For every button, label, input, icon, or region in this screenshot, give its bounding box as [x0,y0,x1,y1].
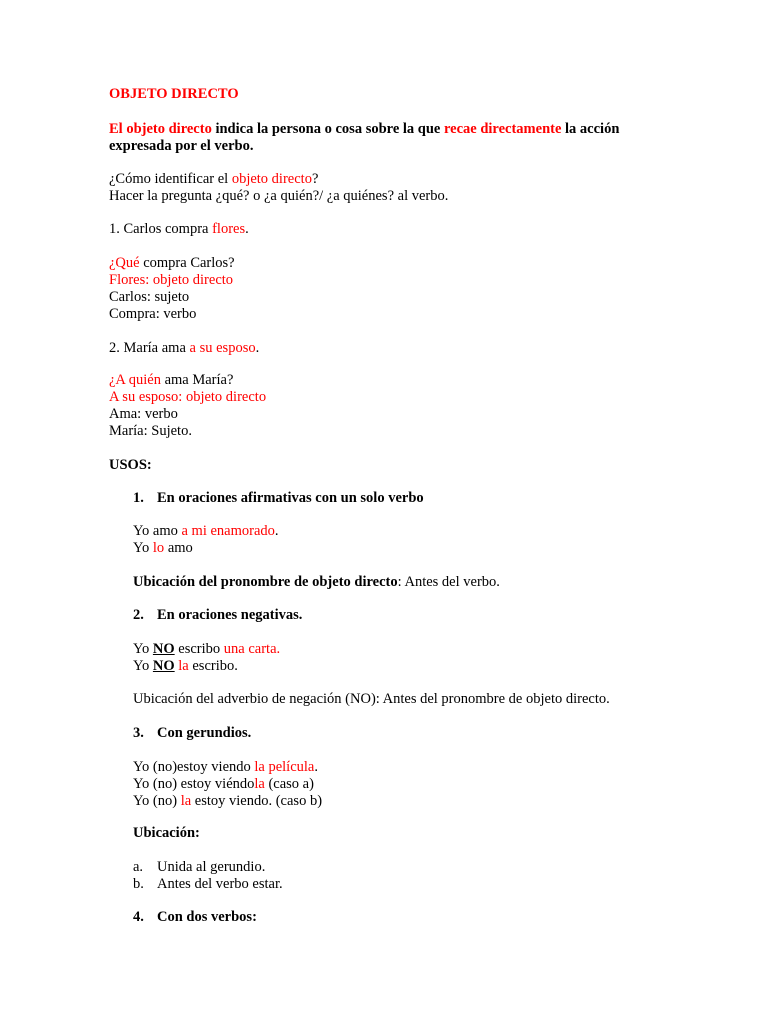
example-text: Yo (no)estoy viendo [133,759,255,775]
usos-3-example-2 [133,776,314,793]
negation-word: NO [152,658,175,674]
example-text: Yo [133,540,153,556]
example-highlight: la [254,776,265,792]
usos-3-location-heading: Ubicación: [133,825,200,841]
definition-line-1 [109,121,619,138]
example-highlight: lo [152,540,165,556]
example-highlight: ¿Qué [109,255,140,271]
example1-od: Flores: objeto directo [109,272,234,288]
usos-2-example-1 [133,641,280,658]
example-text: escribo [174,641,224,657]
location-label: Ubicación del pronombre de objeto directo [133,574,398,590]
list-text: Unida al gerundio. [157,859,266,875]
example1-question [109,255,235,272]
definition-line-2: expresada por el verbo. [109,138,254,154]
definition-text: indica la persona o cosa sobre la que [211,121,444,137]
example-text: Yo (no) estoy viéndo [133,776,255,792]
example-text: . [245,221,249,237]
example-highlight: la [180,793,192,809]
example-text: amo [164,540,193,556]
identify-text: ? [311,171,319,187]
example-text: compra Carlos? [139,255,235,271]
usos-item-2-title [133,607,302,624]
page-title: OBJETO DIRECTO [109,86,239,102]
usos-2-location: Ubicación del adverbio de negación (NO): Antes del pronombre de objeto directo. [133,691,610,707]
usos-3-example-3 [133,793,322,810]
example2-verb: Ama: verbo [109,406,178,422]
example-text: 2. María ama [109,340,190,356]
usos-1-example-2 [133,540,193,557]
example2-od: A su esposo: objeto directo [109,389,267,405]
example-text: escribo. [188,658,238,674]
example2-subject: María: Sujeto. [109,423,192,439]
list-number: 1. [133,490,144,506]
example-text: (caso a) [264,776,314,792]
example-text: Yo amo [133,523,182,539]
definition-term: El objeto directo [109,121,212,137]
example2-sentence [109,340,259,357]
usos-1-location [133,574,500,591]
list-marker: b. [133,876,144,892]
negation-word: NO [152,641,175,657]
list-number: 4. [133,909,144,925]
example1-verb: Compra: verbo [109,306,197,322]
list-title: Con gerundios. [157,725,252,741]
example-text: . [274,523,279,539]
list-marker: a. [133,859,144,875]
usos-3-location-a [133,859,265,876]
example2-question [109,372,233,389]
example-highlight: ¿A quién [109,372,161,388]
usos-1-example-1 [133,523,279,540]
usos-item-4-title [133,909,257,926]
usos-3-example-1 [133,759,318,776]
list-number: 3. [133,725,144,741]
list-title: Con dos verbos: [157,909,257,925]
example-highlight: la [178,658,189,674]
usos-heading: USOS: [109,457,152,473]
example-highlight: una carta. [223,641,281,657]
definition-highlight: recae directamente [443,121,562,137]
list-title: En oraciones afirmativas con un solo verbo [157,490,424,506]
example-text: Yo [133,658,153,674]
usos-item-3-title [133,725,251,742]
example-text: 1. Carlos compra [109,221,213,237]
identify-question [109,171,318,188]
example1-sentence [109,221,249,238]
location-text: : Antes del verbo. [397,574,500,590]
example-text: Yo [133,641,153,657]
example1-subject: Carlos: sujeto [109,289,190,305]
list-number: 2. [133,607,144,623]
list-title: En oraciones negativas. [157,607,303,623]
example-text: Yo (no) [133,793,181,809]
example-text: . [255,340,260,356]
example-text: estoy viendo. (caso b) [191,793,323,809]
definition-text: la acción [561,121,620,137]
example-text: . [314,759,318,775]
example-highlight: la película [254,759,315,775]
usos-2-example-2 [133,658,238,675]
example-highlight: flores [212,221,246,237]
identify-howto: Hacer la pregunta ¿qué? o ¿a quién?/ ¿a quiénes? al verbo. [109,188,449,204]
usos-item-1-title [133,490,424,507]
example-highlight: a su esposo [189,340,256,356]
list-text: Antes del verbo estar. [157,876,283,892]
example-highlight: a mi enamorado [181,523,275,539]
identify-text: ¿Cómo identificar el [109,171,232,187]
usos-3-location-b [133,876,283,893]
identify-highlight: objeto directo [231,171,312,187]
example-text: ama María? [160,372,234,388]
